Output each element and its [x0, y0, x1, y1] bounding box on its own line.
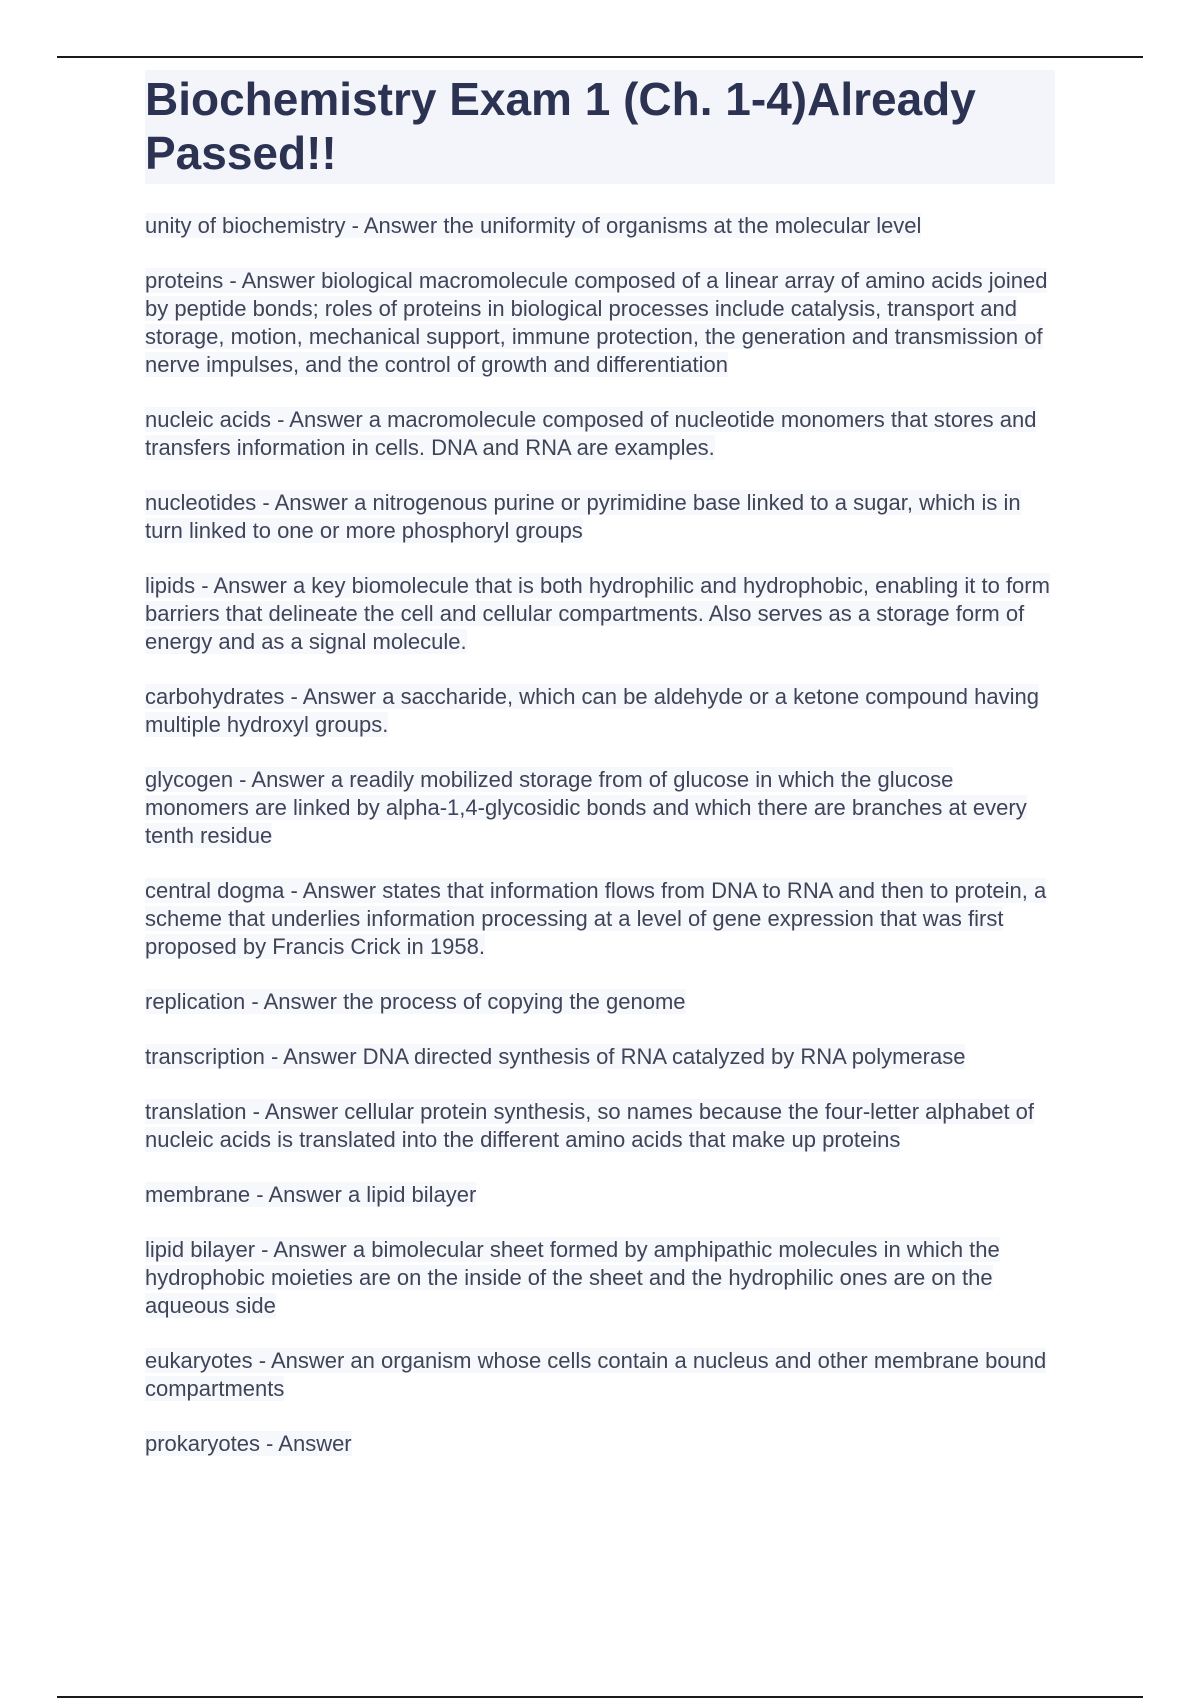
list-item	[145, 1430, 1055, 1458]
list-item	[145, 1098, 1055, 1154]
list-item	[145, 988, 1055, 1016]
list-item	[145, 267, 1055, 379]
list-item	[145, 572, 1055, 656]
entry-text: transcription - Answer DNA directed synthesis of RNA catalyzed by RNA polymerase	[145, 1044, 966, 1069]
bottom-rule	[57, 1696, 1143, 1698]
list-item	[145, 1181, 1055, 1209]
list-item	[145, 212, 1055, 240]
entry-text: proteins - Answer biological macromolecule composed of a linear array of amino acids joined by peptide bonds; roles of proteins in biological processes include catalysis, transport and storage, motion, mechanical support, immune protection, the generation and transmission of nerve impulses, and the control of growth and differentiation	[145, 268, 1048, 377]
entry-text: lipid bilayer - Answer a bimolecular sheet formed by amphipathic molecules in which the hydrophobic moieties are on the inside of the sheet and the hydrophilic ones are on the aqueous side	[145, 1237, 1000, 1318]
entry-text: glycogen - Answer a readily mobilized storage from of glucose in which the glucose monomers are linked by alpha-1,4-glycosidic bonds and which there are branches at every tenth residue	[145, 767, 1027, 848]
top-rule	[57, 56, 1143, 58]
entry-text: nucleic acids - Answer a macromolecule composed of nucleotide monomers that stores and transfers information in cells. DNA and RNA are examples.	[145, 407, 1037, 460]
list-item	[145, 683, 1055, 739]
entry-text: lipids - Answer a key biomolecule that is both hydrophilic and hydrophobic, enabling it to form barriers that delineate the cell and cellular compartments. Also serves as a storage form of energy and as a signal molecule.	[145, 573, 1050, 654]
entry-text: replication - Answer the process of copying the genome	[145, 989, 686, 1014]
entry-text: central dogma - Answer states that information flows from DNA to RNA and then to protein, a scheme that underlies information processing at a level of gene expression that was first proposed by Francis Crick in 1958.	[145, 878, 1047, 959]
list-item	[145, 489, 1055, 545]
list-item	[145, 1236, 1055, 1320]
document-body	[145, 70, 1055, 1485]
entry-text: eukaryotes - Answer an organism whose cells contain a nucleus and other membrane bound compartments	[145, 1348, 1047, 1401]
list-item	[145, 1043, 1055, 1071]
list-item	[145, 877, 1055, 961]
entry-text: nucleotides - Answer a nitrogenous purine or pyrimidine base linked to a sugar, which is in turn linked to one or more phosphoryl groups	[145, 490, 1021, 543]
entry-text: translation - Answer cellular protein synthesis, so names because the four-letter alphabet of nucleic acids is translated into the different amino acids that make up proteins	[145, 1099, 1035, 1152]
list-item	[145, 406, 1055, 462]
list-item	[145, 1347, 1055, 1403]
entry-text: carbohydrates - Answer a saccharide, which can be aldehyde or a ketone compound having multiple hydroxyl groups.	[145, 684, 1039, 737]
page-title: Biochemistry Exam 1 (Ch. 1-4)Already Passed!!	[145, 70, 1055, 184]
entry-text: unity of biochemistry - Answer the uniformity of organisms at the molecular level	[145, 213, 922, 238]
list-item	[145, 766, 1055, 850]
entry-text: prokaryotes - Answer	[145, 1431, 352, 1456]
entry-text: membrane - Answer a lipid bilayer	[145, 1182, 477, 1207]
